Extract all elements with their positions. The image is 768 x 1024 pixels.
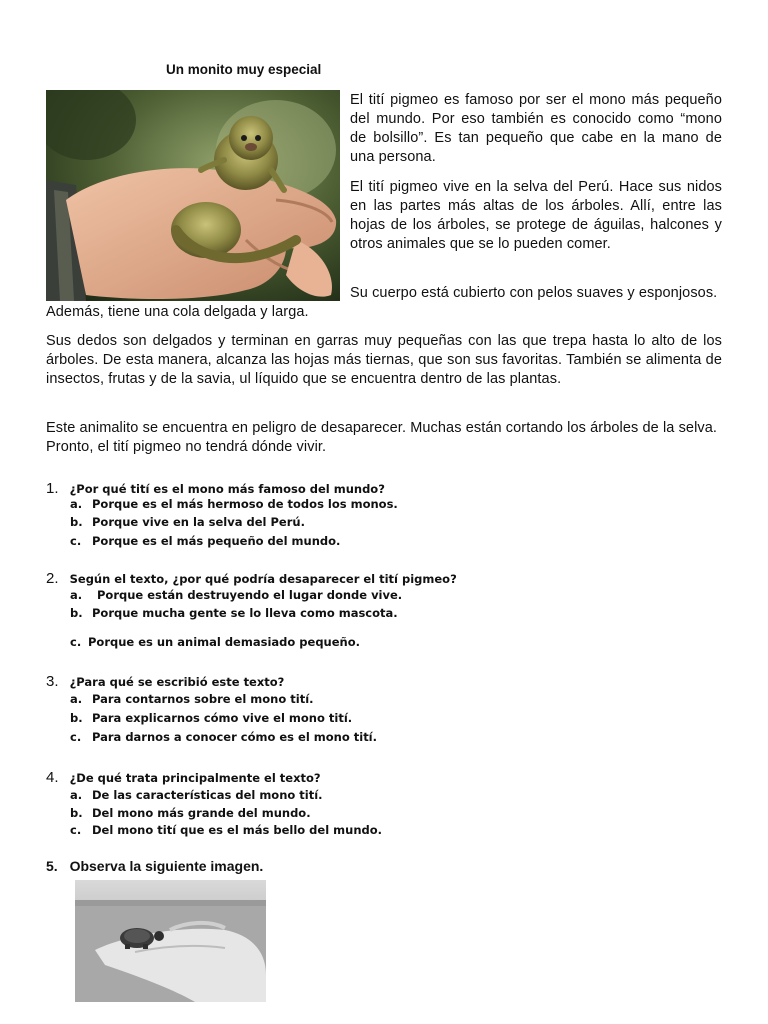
- question-text: Según el texto, ¿por qué podría desaparecer el tití pigmeo?: [69, 572, 457, 586]
- question-text: Observa la siguiente imagen.: [69, 858, 264, 874]
- paragraph-5: Este animalito se encuentra en peligro de desaparecer. Muchas están cortando los árboles de la selva. Pronto, el tití pigmeo no tendrá dónde vivir.: [46, 420, 718, 455]
- turtle-photo: [75, 880, 266, 1002]
- question-2: [46, 568, 457, 587]
- page-title: Un monito muy especial: [166, 62, 322, 77]
- question-text: ¿De qué trata principalmente el texto?: [69, 771, 321, 785]
- question-text: ¿Para qué se escribió este texto?: [69, 675, 285, 689]
- option-item: b. Del mono más grande del mundo.: [70, 806, 311, 820]
- question-5: [46, 858, 263, 874]
- option-item: c. Porque es el más pequeño del mundo.: [70, 534, 341, 548]
- question-3: [46, 671, 284, 690]
- paragraph-4: Sus dedos son delgados y terminan en garras muy pequeñas con las que trepa hasta lo alto de los árboles. De esta manera, alcanza las hojas más tiernas, que son sus favoritas. También se alimenta de insectos, frutas y de la savia, ul líquido que se encuentra dentro de las plantas.: [46, 333, 722, 387]
- option-item: b. Porque mucha gente se lo lleva como mascota.: [70, 606, 398, 620]
- option-item: c. Porque es un animal demasiado pequeño.: [70, 635, 360, 649]
- option-item: a. Para contarnos sobre el mono tití.: [70, 692, 314, 706]
- marmoset-photo: [46, 90, 340, 301]
- question-4: [46, 767, 321, 786]
- option-item: a. Porque es el más hermoso de todos los monos.: [70, 497, 398, 511]
- turtle-illustration: [75, 880, 266, 1002]
- paragraph-2: El tití pigmeo vive en la selva del Perú. Hace sus nidos en las partes más altas de los árboles. Allí, entre las hojas de los árboles, se protege de águilas, halcones y otros animales que se lo pueden comer.: [350, 179, 722, 252]
- option-item: b. Para explicarnos cómo vive el mono tití.: [70, 711, 353, 725]
- question-number: 5.: [46, 858, 58, 874]
- option-item: c. Para darnos a conocer cómo es el mono tití.: [70, 730, 377, 744]
- paragraph-3: Su cuerpo está cubierto con pelos suaves y esponjosos. Además, tiene una cola delgada y larga.: [46, 285, 718, 320]
- question-1: [46, 478, 385, 497]
- question-number: 4.: [46, 769, 59, 786]
- marmoset-illustration: [46, 90, 340, 301]
- question-number: 1.: [46, 480, 59, 497]
- question-text: ¿Por qué tití es el mono más famoso del mundo?: [69, 482, 385, 496]
- question-number: 2.: [46, 570, 59, 587]
- option-item: c. Del mono tití que es el más bello del mundo.: [70, 823, 383, 837]
- question-number: 3.: [46, 673, 59, 690]
- option-item: b. Porque vive en la selva del Perú.: [70, 515, 305, 529]
- option-item: a. De las características del mono tití.: [70, 788, 323, 802]
- paragraph-1: El tití pigmeo es famoso por ser el mono más pequeño del mundo. Por eso también es conocido como “mono de bolsillo”. Es tan pequeño que cabe en la mano de una persona.: [350, 92, 722, 165]
- option-item: a. Porque están destruyendo el lugar donde vive.: [70, 588, 403, 602]
